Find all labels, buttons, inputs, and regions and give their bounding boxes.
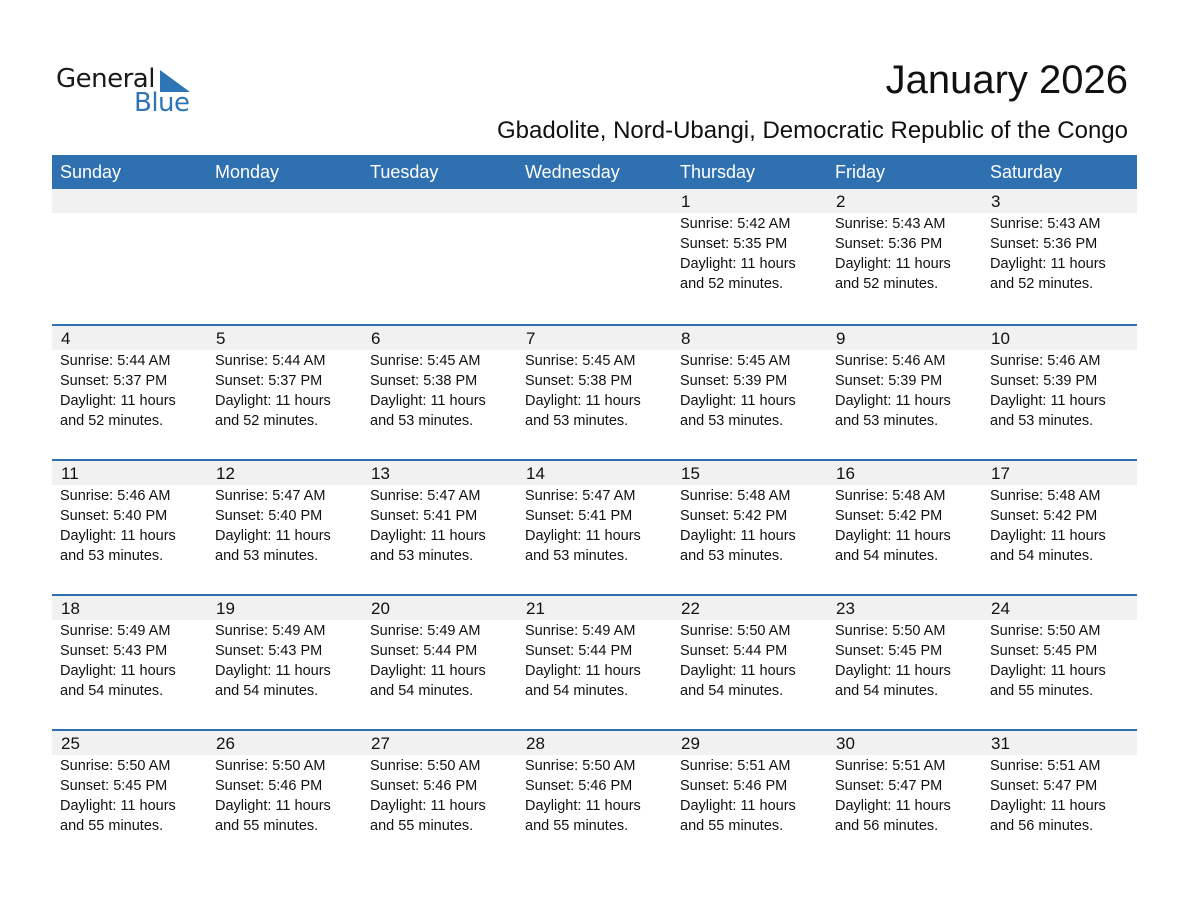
day-cell <box>517 755 672 836</box>
day-cell <box>517 620 672 701</box>
sunset-text: Sunset: 5:40 PM <box>215 508 323 524</box>
daylight-text: Daylight: 11 hours <box>60 528 176 544</box>
day-cell <box>52 350 207 431</box>
sunset-text: Sunset: 5:47 PM <box>835 778 943 794</box>
minutes-text: and 55 minutes. <box>525 818 629 834</box>
daylight-text: Daylight: 11 hours <box>370 393 486 409</box>
day-cell <box>672 350 827 431</box>
day-info-row <box>52 350 1137 431</box>
day-info-row <box>52 755 1137 836</box>
sunset-text: Sunset: 5:46 PM <box>215 778 323 794</box>
weekday-monday: Monday <box>215 162 280 182</box>
date-number-row <box>52 461 1137 485</box>
day-info-row <box>52 213 1137 294</box>
minutes-text: and 52 minutes. <box>215 413 319 429</box>
sunset-text: Sunset: 5:37 PM <box>60 373 168 389</box>
sunset-text: Sunset: 5:36 PM <box>990 236 1098 252</box>
day-number: 12 <box>216 464 235 483</box>
sunset-text: Sunset: 5:42 PM <box>990 508 1098 524</box>
day-cell <box>672 755 827 836</box>
day-cell <box>827 755 982 836</box>
sunset-text: Sunset: 5:44 PM <box>680 643 788 659</box>
daylight-text: Daylight: 11 hours <box>215 528 331 544</box>
sunrise-text: Sunrise: 5:48 AM <box>835 488 946 504</box>
day-cell <box>827 620 982 701</box>
minutes-text: and 54 minutes. <box>990 548 1094 564</box>
day-number: 3 <box>991 192 1001 211</box>
minutes-text: and 55 minutes. <box>680 818 784 834</box>
date-number-row <box>52 596 1137 620</box>
weekday-friday: Friday <box>835 162 886 182</box>
day-info-row <box>52 620 1137 701</box>
daylight-text: Daylight: 11 hours <box>990 798 1106 814</box>
day-number: 1 <box>681 192 691 211</box>
logo <box>56 64 196 120</box>
day-number: 14 <box>526 464 545 483</box>
day-cell <box>982 485 1137 566</box>
daylight-text: Daylight: 11 hours <box>835 663 951 679</box>
day-number: 19 <box>216 599 235 618</box>
sunset-text: Sunset: 5:46 PM <box>525 778 633 794</box>
page-title: January 2026 <box>885 58 1128 102</box>
daylight-text: Daylight: 11 hours <box>835 393 951 409</box>
sunset-text: Sunset: 5:41 PM <box>525 508 633 524</box>
day-cell <box>517 213 672 294</box>
day-cell <box>982 755 1137 836</box>
sunset-text: Sunset: 5:47 PM <box>990 778 1098 794</box>
daylight-text: Daylight: 11 hours <box>835 256 951 272</box>
day-number: 31 <box>991 734 1010 753</box>
day-cell <box>362 350 517 431</box>
day-number: 22 <box>681 599 700 618</box>
sunrise-text: Sunrise: 5:49 AM <box>370 623 481 639</box>
location-subtitle: Gbadolite, Nord-Ubangi, Democratic Republic of the Congo <box>497 117 1128 144</box>
day-number: 21 <box>526 599 545 618</box>
sunset-text: Sunset: 5:38 PM <box>370 373 478 389</box>
sunrise-text: Sunrise: 5:43 AM <box>990 216 1101 232</box>
minutes-text: and 53 minutes. <box>215 548 319 564</box>
calendar-grid <box>52 155 1137 864</box>
daylight-text: Daylight: 11 hours <box>525 663 641 679</box>
day-cell <box>982 620 1137 701</box>
sunset-text: Sunset: 5:43 PM <box>60 643 168 659</box>
daylight-text: Daylight: 11 hours <box>525 798 641 814</box>
day-cell <box>362 213 517 294</box>
minutes-text: and 54 minutes. <box>835 548 939 564</box>
sunset-text: Sunset: 5:38 PM <box>525 373 633 389</box>
week-row <box>52 594 1137 729</box>
day-cell <box>672 620 827 701</box>
sunrise-text: Sunrise: 5:50 AM <box>525 758 636 774</box>
sunset-text: Sunset: 5:45 PM <box>835 643 943 659</box>
sunrise-text: Sunrise: 5:48 AM <box>680 488 791 504</box>
week-row <box>52 324 1137 459</box>
day-number <box>52 189 207 213</box>
day-cell <box>362 485 517 566</box>
sunrise-text: Sunrise: 5:47 AM <box>215 488 326 504</box>
day-number: 18 <box>61 599 80 618</box>
sunrise-text: Sunrise: 5:49 AM <box>215 623 326 639</box>
sunset-text: Sunset: 5:42 PM <box>680 508 788 524</box>
minutes-text: and 53 minutes. <box>370 548 474 564</box>
day-number: 2 <box>836 192 846 211</box>
day-number: 15 <box>681 464 700 483</box>
sunrise-text: Sunrise: 5:50 AM <box>60 758 171 774</box>
minutes-text: and 54 minutes. <box>370 683 474 699</box>
daylight-text: Daylight: 11 hours <box>680 256 796 272</box>
day-number: 4 <box>61 329 71 348</box>
day-cell <box>982 350 1137 431</box>
day-cell <box>827 485 982 566</box>
minutes-text: and 52 minutes. <box>60 413 164 429</box>
daylight-text: Daylight: 11 hours <box>680 663 796 679</box>
day-cell <box>207 350 362 431</box>
sunrise-text: Sunrise: 5:51 AM <box>990 758 1101 774</box>
daylight-text: Daylight: 11 hours <box>680 393 796 409</box>
sunrise-text: Sunrise: 5:45 AM <box>370 353 481 369</box>
minutes-text: and 54 minutes. <box>60 683 164 699</box>
sunrise-text: Sunrise: 5:50 AM <box>370 758 481 774</box>
minutes-text: and 55 minutes. <box>60 818 164 834</box>
day-number: 28 <box>526 734 545 753</box>
day-number: 24 <box>991 599 1010 618</box>
minutes-text: and 54 minutes. <box>525 683 629 699</box>
day-number: 13 <box>371 464 390 483</box>
daylight-text: Daylight: 11 hours <box>990 393 1106 409</box>
daylight-text: Daylight: 11 hours <box>680 798 796 814</box>
daylight-text: Daylight: 11 hours <box>525 528 641 544</box>
week-row <box>52 459 1137 594</box>
daylight-text: Daylight: 11 hours <box>370 528 486 544</box>
sunrise-text: Sunrise: 5:44 AM <box>60 353 171 369</box>
day-number: 27 <box>371 734 390 753</box>
sunset-text: Sunset: 5:39 PM <box>990 373 1098 389</box>
day-number: 20 <box>371 599 390 618</box>
sunrise-text: Sunrise: 5:42 AM <box>680 216 791 232</box>
sunrise-text: Sunrise: 5:46 AM <box>835 353 946 369</box>
minutes-text: and 53 minutes. <box>680 413 784 429</box>
sunset-text: Sunset: 5:39 PM <box>835 373 943 389</box>
sunrise-text: Sunrise: 5:45 AM <box>525 353 636 369</box>
sunrise-text: Sunrise: 5:46 AM <box>990 353 1101 369</box>
day-number <box>517 189 672 213</box>
logo-text-blue: Blue <box>134 88 190 118</box>
minutes-text: and 53 minutes. <box>60 548 164 564</box>
sunrise-text: Sunrise: 5:48 AM <box>990 488 1101 504</box>
sunrise-text: Sunrise: 5:46 AM <box>60 488 171 504</box>
sunrise-text: Sunrise: 5:44 AM <box>215 353 326 369</box>
daylight-text: Daylight: 11 hours <box>835 528 951 544</box>
weekday-thursday: Thursday <box>680 162 756 182</box>
sunrise-text: Sunrise: 5:45 AM <box>680 353 791 369</box>
sunset-text: Sunset: 5:42 PM <box>835 508 943 524</box>
day-cell <box>672 485 827 566</box>
minutes-text: and 55 minutes. <box>990 683 1094 699</box>
sunset-text: Sunset: 5:40 PM <box>60 508 168 524</box>
week-row <box>52 729 1137 864</box>
day-cell <box>827 213 982 294</box>
minutes-text: and 54 minutes. <box>835 683 939 699</box>
sunset-text: Sunset: 5:45 PM <box>990 643 1098 659</box>
day-number: 10 <box>991 329 1010 348</box>
minutes-text: and 53 minutes. <box>680 548 784 564</box>
sunset-text: Sunset: 5:44 PM <box>370 643 478 659</box>
sunset-text: Sunset: 5:46 PM <box>680 778 788 794</box>
day-cell <box>517 350 672 431</box>
day-cell <box>207 755 362 836</box>
sunrise-text: Sunrise: 5:51 AM <box>680 758 791 774</box>
daylight-text: Daylight: 11 hours <box>215 663 331 679</box>
minutes-text: and 55 minutes. <box>215 818 319 834</box>
date-number-row <box>52 189 1137 213</box>
day-number: 23 <box>836 599 855 618</box>
day-cell <box>982 213 1137 294</box>
date-number-row <box>52 731 1137 755</box>
daylight-text: Daylight: 11 hours <box>60 663 176 679</box>
minutes-text: and 56 minutes. <box>990 818 1094 834</box>
day-info-row <box>52 485 1137 566</box>
weekday-wednesday: Wednesday <box>525 162 620 182</box>
daylight-text: Daylight: 11 hours <box>370 663 486 679</box>
sunrise-text: Sunrise: 5:47 AM <box>370 488 481 504</box>
minutes-text: and 52 minutes. <box>990 276 1094 292</box>
sunrise-text: Sunrise: 5:47 AM <box>525 488 636 504</box>
daylight-text: Daylight: 11 hours <box>990 663 1106 679</box>
sunrise-text: Sunrise: 5:50 AM <box>990 623 1101 639</box>
sunset-text: Sunset: 5:45 PM <box>60 778 168 794</box>
minutes-text: and 53 minutes. <box>370 413 474 429</box>
weeks-container <box>52 189 1137 864</box>
sunrise-text: Sunrise: 5:49 AM <box>60 623 171 639</box>
date-number-row <box>52 326 1137 350</box>
weekday-header <box>52 155 1137 189</box>
sunrise-text: Sunrise: 5:49 AM <box>525 623 636 639</box>
day-number: 7 <box>526 329 536 348</box>
day-cell <box>672 213 827 294</box>
day-cell <box>362 620 517 701</box>
minutes-text: and 56 minutes. <box>835 818 939 834</box>
daylight-text: Daylight: 11 hours <box>60 798 176 814</box>
daylight-text: Daylight: 11 hours <box>60 393 176 409</box>
daylight-text: Daylight: 11 hours <box>215 798 331 814</box>
day-cell <box>52 755 207 836</box>
daylight-text: Daylight: 11 hours <box>990 256 1106 272</box>
week-row <box>52 189 1137 324</box>
day-number: 5 <box>216 329 226 348</box>
sunrise-text: Sunrise: 5:43 AM <box>835 216 946 232</box>
logo-text-general: General <box>56 64 155 94</box>
day-cell <box>517 485 672 566</box>
sunset-text: Sunset: 5:43 PM <box>215 643 323 659</box>
minutes-text: and 53 minutes. <box>525 413 629 429</box>
day-cell <box>207 620 362 701</box>
weekday-saturday: Saturday <box>990 162 1063 182</box>
day-number: 6 <box>371 329 381 348</box>
daylight-text: Daylight: 11 hours <box>680 528 796 544</box>
sunset-text: Sunset: 5:44 PM <box>525 643 633 659</box>
day-number: 9 <box>836 329 846 348</box>
sunset-text: Sunset: 5:46 PM <box>370 778 478 794</box>
day-cell <box>52 485 207 566</box>
daylight-text: Daylight: 11 hours <box>370 798 486 814</box>
sunrise-text: Sunrise: 5:50 AM <box>835 623 946 639</box>
day-number: 11 <box>61 464 79 483</box>
day-number: 30 <box>836 734 855 753</box>
day-number <box>207 189 362 213</box>
weekday-sunday: Sunday <box>60 162 122 182</box>
minutes-text: and 54 minutes. <box>680 683 784 699</box>
day-cell <box>52 213 207 294</box>
minutes-text: and 53 minutes. <box>835 413 939 429</box>
weekday-tuesday: Tuesday <box>370 162 439 182</box>
sunrise-text: Sunrise: 5:50 AM <box>215 758 326 774</box>
sunset-text: Sunset: 5:39 PM <box>680 373 788 389</box>
sunset-text: Sunset: 5:35 PM <box>680 236 788 252</box>
day-cell <box>207 485 362 566</box>
minutes-text: and 53 minutes. <box>990 413 1094 429</box>
day-number: 16 <box>836 464 855 483</box>
daylight-text: Daylight: 11 hours <box>835 798 951 814</box>
daylight-text: Daylight: 11 hours <box>990 528 1106 544</box>
minutes-text: and 52 minutes. <box>680 276 784 292</box>
day-number: 26 <box>216 734 235 753</box>
sunrise-text: Sunrise: 5:51 AM <box>835 758 946 774</box>
sunset-text: Sunset: 5:36 PM <box>835 236 943 252</box>
day-cell <box>52 620 207 701</box>
minutes-text: and 53 minutes. <box>525 548 629 564</box>
daylight-text: Daylight: 11 hours <box>215 393 331 409</box>
minutes-text: and 52 minutes. <box>835 276 939 292</box>
sunset-text: Sunset: 5:41 PM <box>370 508 478 524</box>
sunrise-text: Sunrise: 5:50 AM <box>680 623 791 639</box>
day-number: 8 <box>681 329 691 348</box>
day-number: 17 <box>991 464 1010 483</box>
day-number: 29 <box>681 734 700 753</box>
daylight-text: Daylight: 11 hours <box>525 393 641 409</box>
day-cell <box>827 350 982 431</box>
day-number <box>362 189 517 213</box>
day-cell <box>207 213 362 294</box>
minutes-text: and 54 minutes. <box>215 683 319 699</box>
day-cell <box>362 755 517 836</box>
sunset-text: Sunset: 5:37 PM <box>215 373 323 389</box>
minutes-text: and 55 minutes. <box>370 818 474 834</box>
day-number: 25 <box>61 734 80 753</box>
